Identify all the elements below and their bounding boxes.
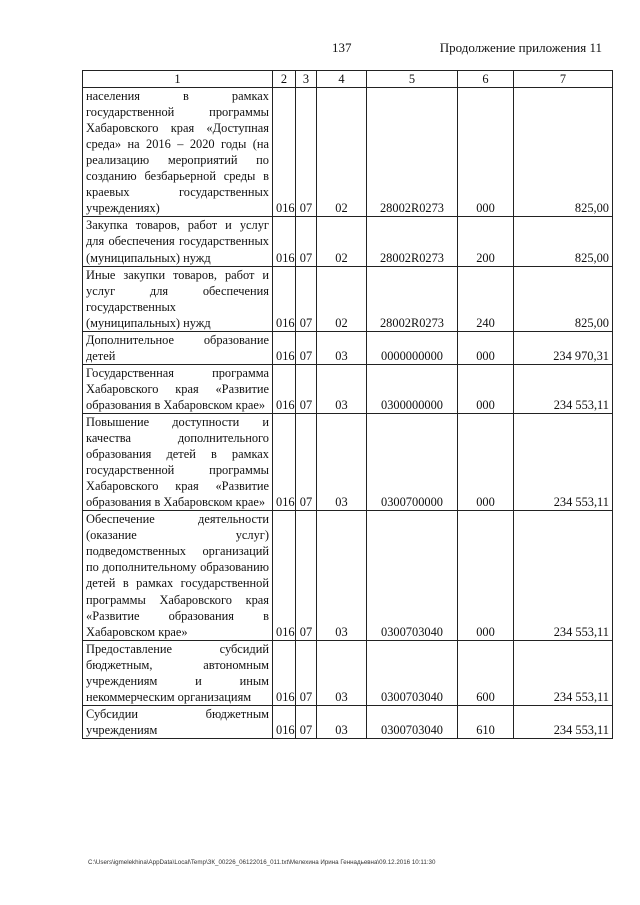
table-row	[83, 217, 613, 266]
cell-target-code: 28002R0273	[367, 266, 458, 331]
cell-expense-type: 240	[458, 266, 514, 331]
cell-expense-type: 000	[458, 88, 514, 217]
cell-section: 07	[296, 88, 317, 217]
cell-expense-type: 000	[458, 331, 514, 364]
cell-target-code: 28002R0273	[367, 88, 458, 217]
cell-section: 07	[296, 705, 317, 738]
cell-amount: 234 553,11	[514, 705, 613, 738]
cell-subsection: 03	[317, 331, 367, 364]
cell-ministry: 016	[273, 640, 296, 705]
cell-expense-type: 000	[458, 511, 514, 640]
cell-section: 07	[296, 266, 317, 331]
cell-expense-type: 000	[458, 364, 514, 413]
row-name-cell: Субсидии бюджетным учреждениям	[83, 705, 273, 738]
column-header-7: 7	[514, 71, 613, 88]
column-header-4: 4	[317, 71, 367, 88]
column-header-3: 3	[296, 71, 317, 88]
cell-section: 07	[296, 413, 317, 510]
table-row	[83, 364, 613, 413]
cell-target-code: 0300700000	[367, 413, 458, 510]
cell-subsection: 03	[317, 511, 367, 640]
table-header-row	[83, 71, 613, 88]
cell-subsection: 02	[317, 217, 367, 266]
cell-expense-type: 000	[458, 413, 514, 510]
cell-target-code: 28002R0273	[367, 217, 458, 266]
page-number: 137	[332, 40, 352, 55]
cell-ministry: 016	[273, 364, 296, 413]
cell-ministry: 016	[273, 705, 296, 738]
file-path-footer: C:\Users\igmelekhina\AppData\Local\Temp\ЗК_00226_06122016_011.txt\Мелехина Ирина Геннадьевна\09.12.2016 10:11:30	[88, 859, 436, 866]
row-name-cell: Закупка товаров, работ и услуг для обеспечения государственных (муниципальных) нужд	[83, 217, 273, 266]
cell-expense-type: 610	[458, 705, 514, 738]
cell-section: 07	[296, 217, 317, 266]
cell-section: 07	[296, 640, 317, 705]
cell-amount: 234 553,11	[514, 511, 613, 640]
cell-target-code: 0000000000	[367, 331, 458, 364]
cell-amount: 825,00	[514, 266, 613, 331]
cell-subsection: 03	[317, 364, 367, 413]
cell-target-code: 0300703040	[367, 511, 458, 640]
cell-target-code: 0300703040	[367, 640, 458, 705]
cell-target-code: 0300703040	[367, 705, 458, 738]
cell-subsection: 03	[317, 640, 367, 705]
column-header-6: 6	[458, 71, 514, 88]
cell-target-code: 0300000000	[367, 364, 458, 413]
row-name-cell: Обеспечение деятельности (оказание услуг) подведомственных организаций по дополнительному образованию детей в рамках государственной программы Хабаровского края «Развитие образования в Хабаровском крае»	[83, 511, 273, 640]
table-row	[83, 266, 613, 331]
cell-amount: 234 553,11	[514, 640, 613, 705]
cell-expense-type: 200	[458, 217, 514, 266]
table-row	[83, 640, 613, 705]
cell-subsection: 02	[317, 266, 367, 331]
row-name-cell: населения в рамках государственной программы Хабаровского края «Доступная среда» на 2016 – 2020 годы (на реализацию мероприятий по созданию безбарьерной среды в краевых государственных учреждениях)	[83, 88, 273, 217]
table-row	[83, 88, 613, 217]
column-header-1: 1	[83, 71, 273, 88]
table-row	[83, 413, 613, 510]
row-name-cell: Предоставление субсидий бюджетным, автономным учреждениям и иным некоммерческим организациям	[83, 640, 273, 705]
cell-ministry: 016	[273, 88, 296, 217]
cell-ministry: 016	[273, 266, 296, 331]
cell-subsection: 02	[317, 88, 367, 217]
cell-amount: 825,00	[514, 88, 613, 217]
budget-table	[82, 70, 613, 739]
row-name-cell: Государственная программа Хабаровского края «Развитие образования в Хабаровском крае»	[83, 364, 273, 413]
appendix-title: Продолжение приложения 11	[439, 40, 602, 55]
table-row	[83, 511, 613, 640]
column-header-5: 5	[367, 71, 458, 88]
table-row	[83, 331, 613, 364]
cell-subsection: 03	[317, 705, 367, 738]
cell-section: 07	[296, 331, 317, 364]
column-header-2: 2	[273, 71, 296, 88]
row-name-cell: Иные закупки товаров, работ и услуг для обеспечения государственных (муниципальных) нужд	[83, 266, 273, 331]
cell-section: 07	[296, 364, 317, 413]
cell-ministry: 016	[273, 511, 296, 640]
cell-expense-type: 600	[458, 640, 514, 705]
cell-ministry: 016	[273, 217, 296, 266]
cell-ministry: 016	[273, 331, 296, 364]
row-name-cell: Дополнительное образование детей	[83, 331, 273, 364]
cell-subsection: 03	[317, 413, 367, 510]
cell-amount: 825,00	[514, 217, 613, 266]
cell-amount: 234 970,31	[514, 331, 613, 364]
cell-amount: 234 553,11	[514, 364, 613, 413]
cell-section: 07	[296, 511, 317, 640]
cell-ministry: 016	[273, 413, 296, 510]
table-row	[83, 705, 613, 738]
row-name-cell: Повышение доступности и качества дополнительного образования детей в рамках государственной программы Хабаровского края «Развитие образования в Хабаровском крае»	[83, 413, 273, 510]
cell-amount: 234 553,11	[514, 413, 613, 510]
